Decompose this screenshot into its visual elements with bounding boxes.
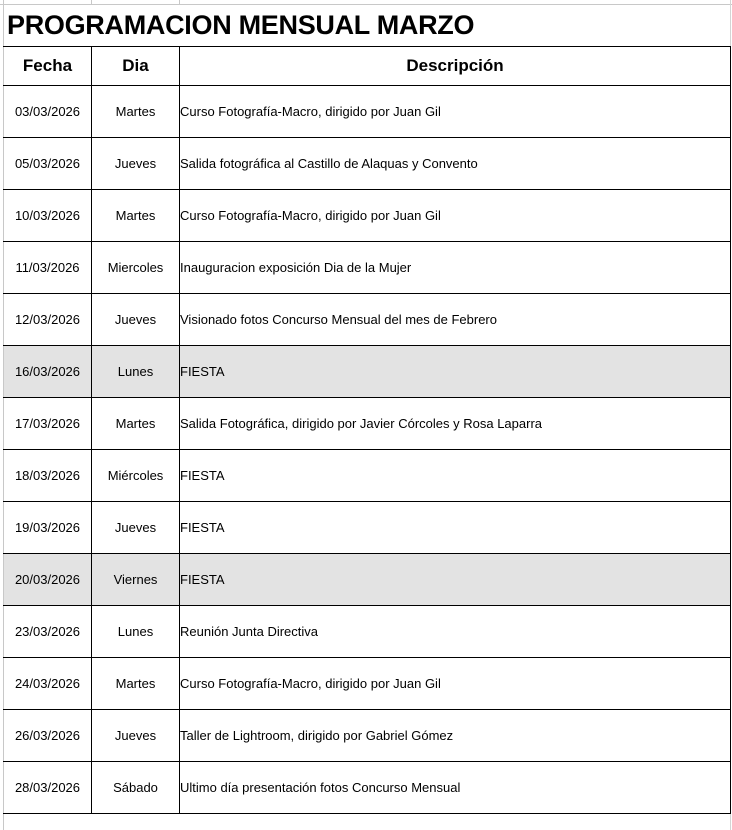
table-row [4, 658, 731, 710]
cell-dia[interactable]: Jueves [92, 710, 180, 762]
cell-fecha[interactable]: 24/03/2026 [4, 658, 92, 710]
cell-descripcion[interactable]: Reunión Junta Directiva [180, 606, 731, 658]
cell-descripcion[interactable]: Curso Fotografía-Macro, dirigido por Juan Gil [180, 190, 731, 242]
cell-descripcion[interactable]: FIESTA [180, 346, 731, 398]
cell-fecha[interactable]: 26/03/2026 [4, 710, 92, 762]
table-row [4, 450, 731, 502]
cell-dia[interactable]: Sábado [92, 762, 180, 814]
cell-descripcion[interactable]: Inauguracion exposición Dia de la Mujer [180, 242, 731, 294]
table-row [4, 138, 731, 190]
table-row [4, 710, 731, 762]
gridline-tick [179, 0, 180, 4]
page-title[interactable]: PROGRAMACION MENSUAL MARZO [7, 10, 475, 40]
cell-fecha[interactable]: 20/03/2026 [4, 554, 92, 606]
column-header-descripcion[interactable]: Descripción [180, 47, 731, 86]
cell-dia[interactable]: Jueves [92, 294, 180, 346]
cell-fecha[interactable]: 28/03/2026 [4, 762, 92, 814]
cell-dia[interactable]: Lunes [92, 346, 180, 398]
cell-fecha[interactable]: 05/03/2026 [4, 138, 92, 190]
cell-descripcion[interactable]: Curso Fotografía-Macro, dirigido por Juan Gil [180, 86, 731, 138]
column-header-fecha[interactable]: Fecha [4, 47, 92, 86]
cell-fecha[interactable]: 10/03/2026 [4, 190, 92, 242]
cell-dia[interactable]: Jueves [92, 502, 180, 554]
cell-fecha[interactable]: 18/03/2026 [4, 450, 92, 502]
column-header-dia[interactable]: Dia [92, 47, 180, 86]
cell-fecha[interactable]: 03/03/2026 [4, 86, 92, 138]
gridline-tick [91, 0, 92, 4]
schedule-table [3, 46, 731, 814]
cell-fecha[interactable]: 23/03/2026 [4, 606, 92, 658]
cell-dia[interactable]: Viernes [92, 554, 180, 606]
table-row [4, 554, 731, 606]
cell-fecha[interactable]: 19/03/2026 [4, 502, 92, 554]
cell-descripcion[interactable]: Salida Fotográfica, dirigido por Javier Córcoles y Rosa Laparra [180, 398, 731, 450]
cell-descripcion[interactable]: FIESTA [180, 554, 731, 606]
cell-descripcion[interactable]: Salida fotográfica al Castillo de Alaquas y Convento [180, 138, 731, 190]
cell-descripcion[interactable]: Curso Fotografía-Macro, dirigido por Juan Gil [180, 658, 731, 710]
cell-dia[interactable]: Jueves [92, 138, 180, 190]
table-row [4, 190, 731, 242]
cell-dia[interactable]: Martes [92, 190, 180, 242]
cell-dia[interactable]: Martes [92, 658, 180, 710]
cell-fecha[interactable]: 16/03/2026 [4, 346, 92, 398]
cell-descripcion[interactable]: Ultimo día presentación fotos Concurso Mensual [180, 762, 731, 814]
cell-fecha[interactable]: 12/03/2026 [4, 294, 92, 346]
cell-dia[interactable]: Miercoles [92, 242, 180, 294]
cell-fecha[interactable]: 11/03/2026 [4, 242, 92, 294]
table-row [4, 398, 731, 450]
cell-descripcion[interactable]: FIESTA [180, 502, 731, 554]
cell-descripcion[interactable]: FIESTA [180, 450, 731, 502]
cell-dia[interactable]: Martes [92, 398, 180, 450]
table-row [4, 346, 731, 398]
header-row [4, 47, 731, 86]
table-row [4, 762, 731, 814]
cell-dia[interactable]: Martes [92, 86, 180, 138]
table-row [4, 242, 731, 294]
cell-descripcion[interactable]: Taller de Lightroom, dirigido por Gabriel Gómez [180, 710, 731, 762]
cell-descripcion[interactable]: Visionado fotos Concurso Mensual del mes de Febrero [180, 294, 731, 346]
table-row [4, 294, 731, 346]
cell-fecha[interactable]: 17/03/2026 [4, 398, 92, 450]
cell-dia[interactable]: Miércoles [92, 450, 180, 502]
table-row [4, 606, 731, 658]
cell-dia[interactable]: Lunes [92, 606, 180, 658]
table-row [4, 86, 731, 138]
table-row [4, 502, 731, 554]
